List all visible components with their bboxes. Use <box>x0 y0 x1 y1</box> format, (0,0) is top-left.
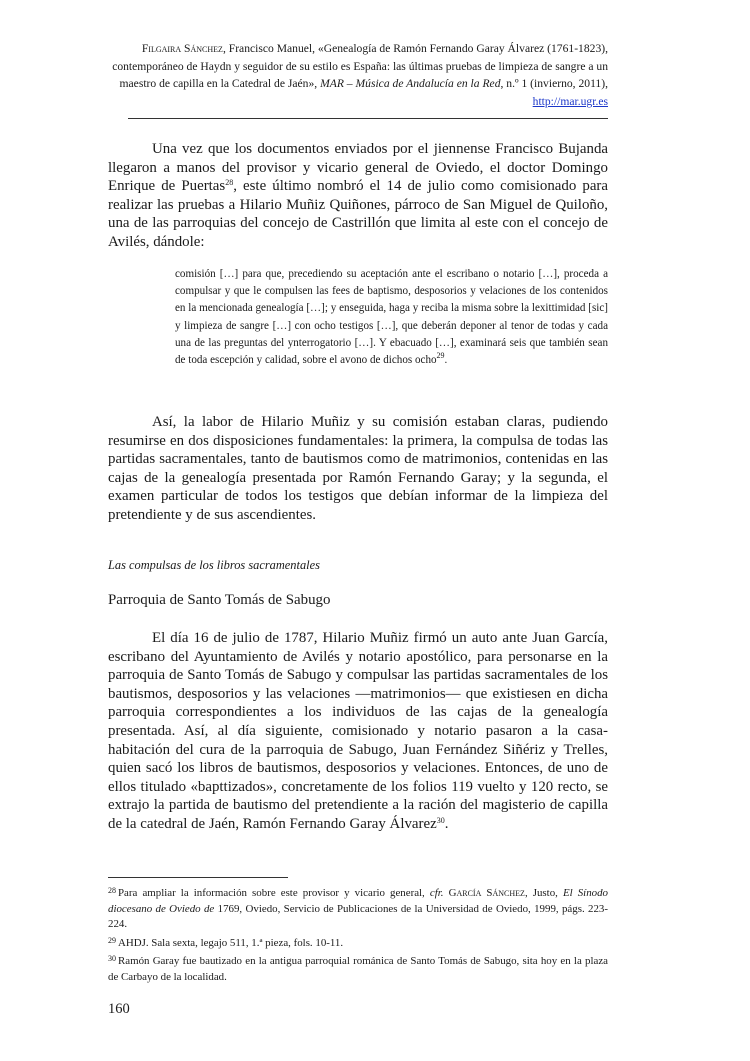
footnote-text: , Justo, <box>524 887 563 899</box>
footnote-author: García Sánchez <box>443 887 525 899</box>
footnote-text: Ramón Garay fue bautizado en la antigua parroquial románica de Santo Tomás de Sabugo, sita hoy en la plaza de Carbayo de la localidad. <box>108 955 608 983</box>
header-citation-2: , n.º 1 (invierno, 2011), <box>500 77 608 90</box>
footnote-book-title: El Sínodo diocesano de Oviedo de <box>108 887 608 915</box>
block-quote-text: comisión […] para que, precediendo su aceptación ante el escribano o notario […], proceda a compulsar y que le compulsen las fees de baptismo, desposorios y velaciones de los contenidos en la mencionada genealogía […]; y enseguida, haga y reciba la misma sobre la lexittimidad [sic] y limpieza de sangre […] con ocho testigos […], que deberán deponer al tenor de todas y cada una de las preguntas del ynterrogatorio […]. Y ebacuado […], examinará seis que también sean de toda escepción y calidad, sobre el avono de dichos ocho <box>175 268 608 367</box>
paragraph-3-text-a: El día 16 de julio de 1787, Hilario Muñiz firmó un auto ante Juan García, escribano del Ayuntamiento de Avilés y notario apostólico, para personarse en la parroquia de Santo Tomás de Sabugo y compulsar las partidas sacramentales de los bautismos, desposorios y las velaciones —matrimonios— que existiesen en dicha parroquia correspondientes a los individuos de las cajas de la genealogía presentada. Así, al día siguiente, comisionado y notario pasaron a la casa-habitación del cura de la parroquia de Sabugo, Juan Fernández Siñériz y Trelles, quien sacó los libros de bautismos, desposorios y velaciones. Entonces, de uno de ellos titulado «bapttizados», concretamente de los folios 119 vuelto y 120 recto, se extrajo la partida de bautismo del pretendiente a la ración del magisterio de capilla de la catedral de Jaén, Ramón Fernando Garay Álvarez <box>108 630 608 832</box>
header-divider <box>128 118 608 119</box>
paragraph-2: Así, la labor de Hilario Muñiz y su comisión estaban claras, pudiendo resumirse en dos disposiciones fundamentales: la primera, la compulsa de todas las partidas sacramentales, tanto de bautismos como de matrimonios, contenidas en las cajas de la genealogía presentada por Ramón Fernando Garay; y la segunda, el examen particular de todos los testigos que debían informar de la limpieza del pretendiente y de sus ascendientes. <box>108 414 608 523</box>
footnotes <box>108 883 608 985</box>
running-header <box>108 40 608 110</box>
header-journal: MAR – Música de Andalucía en la Red <box>320 77 501 90</box>
block-quote <box>175 266 608 369</box>
paragraph-1-text-b: , este último nombró el 14 de julio como comisionado para realizar las pruebas a Hilario Muñiz Quiñones, párroco de San Miguel de Quiloño, una de las parroquias del concejo de Castrillón que limita al este con el concejo de Avilés, dándole: <box>108 178 608 250</box>
footnote-number: 30 <box>108 954 116 963</box>
section-title: Las compulsas de los libros sacramentales <box>108 558 320 572</box>
footnote-30 <box>108 951 608 985</box>
subsection-title: Parroquia de Santo Tomás de Sabugo <box>108 592 331 608</box>
footnote-divider <box>108 877 288 878</box>
footnote-number: 29 <box>108 935 116 945</box>
header-citation-1: , Francisco Manuel, «Genealogía de Ramón Fernando Garay Álvarez (1761-1823), contemporáneo de Haydn y seguidor de su estilo es España: las últimas pruebas de limpieza de sangre a un maestro de capilla en la Catedral de Jaén», <box>112 42 608 90</box>
footnote-text: Para ampliar la información sobre este provisor y vicario general, <box>118 887 430 899</box>
paragraph-1-text-a: Una vez que los documentos enviados por el jiennense Francisco Bujanda llegaron a manos del provisor y vicario general de Oviedo, el doctor Domingo Enrique de Puertas <box>108 141 608 195</box>
header-url-link[interactable]: http://mar.ugr.es <box>532 94 608 108</box>
page-number: 160 <box>108 1001 130 1017</box>
footnote-ref-30[interactable]: 30 <box>436 815 445 825</box>
header-author: Filgaira Sánchez <box>141 42 223 55</box>
paragraph-1 <box>108 140 608 252</box>
footnote-text: AHDJ. Sala sexta, legajo 511, 1.ª pieza, fols. 10-11. <box>118 936 344 949</box>
paragraph-3 <box>108 629 608 834</box>
paragraph-3-text-b: . <box>444 815 449 832</box>
footnote-number: 28 <box>108 886 116 895</box>
footnote-cfr: cfr. <box>429 887 444 899</box>
footnote-ref-28[interactable]: 28 <box>225 178 234 188</box>
footnote-28 <box>108 883 608 933</box>
footnote-text: 1769, Oviedo, Servicio de Publicaciones de la Universidad de Oviedo, 1999, págs. 223-224. <box>108 902 608 930</box>
footnote-ref-29[interactable]: 29 <box>436 351 445 361</box>
block-quote-end: . <box>444 354 448 367</box>
footnote-29 <box>108 933 608 952</box>
